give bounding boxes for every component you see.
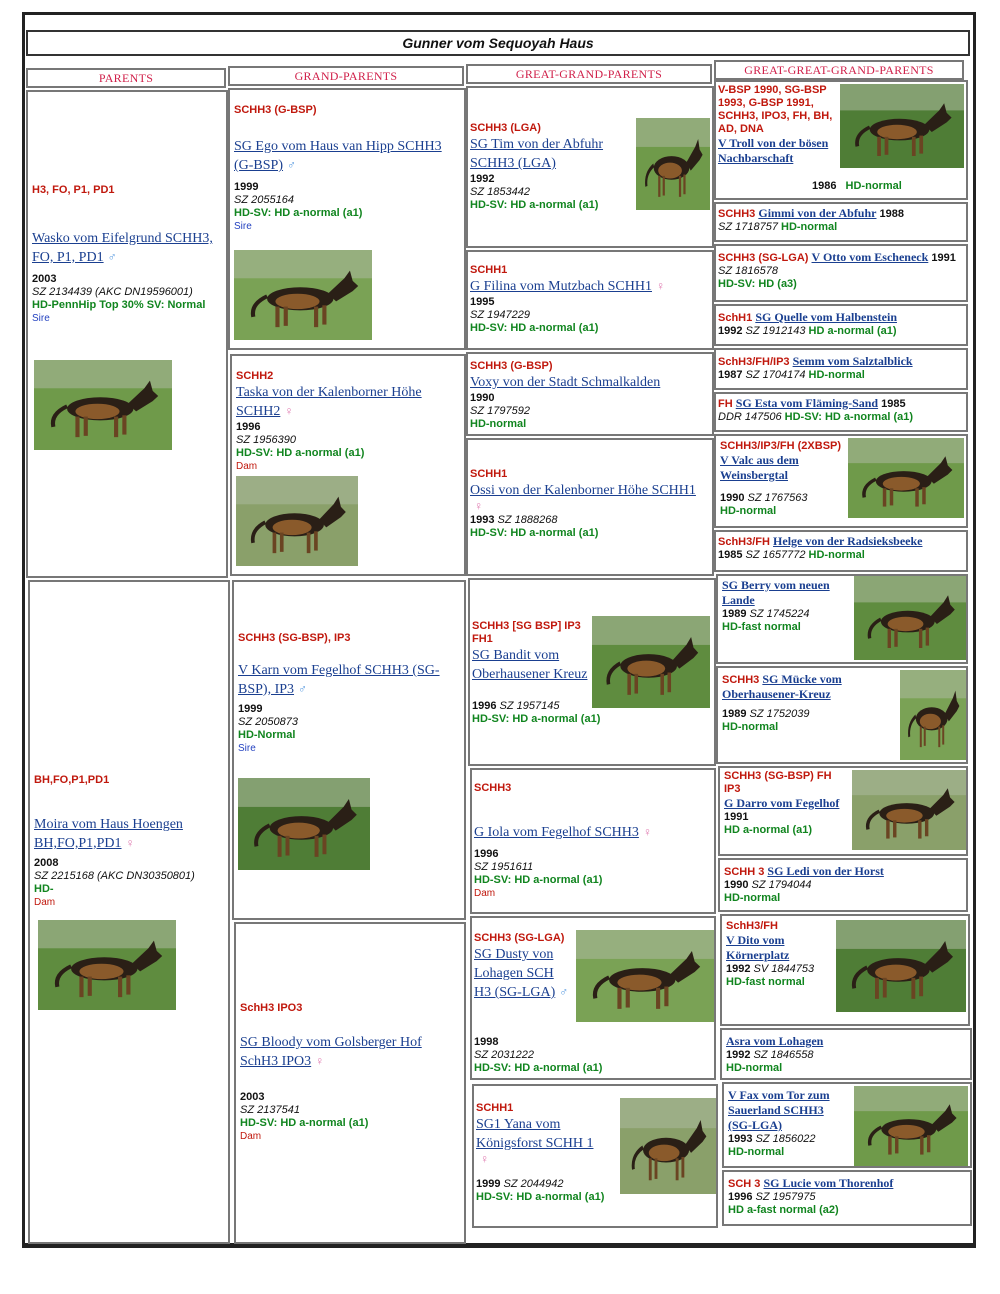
gggp-health: HD-normal xyxy=(808,369,865,381)
gggp-card xyxy=(718,858,968,912)
ggp-name[interactable]: SG1 Yana vom Königsforst SCHH 1 xyxy=(476,1117,594,1151)
grandparent-titles: SCHH3 (SG-BSP), IP3 xyxy=(238,632,351,644)
gggp-name[interactable]: SG Esta vom Fläming-Sand xyxy=(735,396,879,410)
ggp-reg: SZ 1797592 xyxy=(470,405,530,417)
ggp-year: 1992 xyxy=(470,173,495,185)
gggp-health: HD-normal xyxy=(722,721,779,733)
dog-photo xyxy=(840,84,964,168)
gggp-card xyxy=(716,574,968,664)
ggp-titles: SCHH3 (LGA) xyxy=(470,122,541,134)
female-symbol-icon: ♀ xyxy=(315,1054,325,1068)
ggp-reg: SZ 2031222 xyxy=(474,1049,534,1061)
gggp-health: HD a-normal (a1) xyxy=(808,325,897,337)
male-symbol-icon: ♂ xyxy=(287,158,297,172)
gggp-health: HD-normal xyxy=(728,1146,785,1158)
male-symbol-icon: ♂ xyxy=(559,985,569,999)
ggp-year: 1990 xyxy=(470,392,495,404)
male-symbol-icon: ♂ xyxy=(298,682,308,696)
grandparent-role: Sire xyxy=(234,221,252,232)
ggp-health: HD-SV: HD a-normal (a1) xyxy=(470,527,599,539)
gggp-card xyxy=(714,304,968,346)
gggp-name[interactable]: V Otto vom Escheneck xyxy=(811,250,929,264)
gggp-health: HD a-normal (a1) xyxy=(724,824,813,836)
ggp-reg: SZ 1888268 xyxy=(497,514,558,526)
female-symbol-icon: ♀ xyxy=(474,499,483,513)
gggp-year: 1985 xyxy=(718,549,743,561)
gggp-name[interactable]: SG Lucie vom Thorenhof xyxy=(763,1176,894,1190)
gggp-year: 1989 xyxy=(722,708,747,720)
gggp-year: 1992 xyxy=(726,963,751,975)
dog-photo xyxy=(576,930,714,1022)
grandparent-card xyxy=(232,580,466,920)
gggp-card xyxy=(722,1170,972,1226)
dog-photo xyxy=(636,118,710,210)
dog-photo xyxy=(236,476,358,566)
gggp-card xyxy=(720,914,970,1026)
gggp-year: 1988 xyxy=(879,208,905,220)
parent-sire-health: HD-PennHip Top 30% SV: Normal xyxy=(32,299,206,311)
dog-photo xyxy=(848,438,964,518)
gggp-name[interactable]: SG Ledi von der Horst xyxy=(767,864,884,878)
gggp-titles: SCH 3 xyxy=(728,1178,761,1190)
ggp-health: HD-SV: HD a-normal (a1) xyxy=(470,199,599,211)
great-grandparent-card xyxy=(466,250,714,350)
gggp-year: 1993 xyxy=(728,1133,753,1145)
gggp-reg: SZ 1794044 xyxy=(751,879,812,891)
ggp-name[interactable]: SG Tim von der Abfuhr SCHH3 (LGA) xyxy=(470,137,604,171)
parent-sire-card xyxy=(26,90,228,578)
ggp-titles: SCHH3 (SG-LGA) xyxy=(474,932,565,944)
header-great-grand-parents: GREAT-GRAND-PARENTS xyxy=(466,64,712,84)
great-grandparent-card xyxy=(466,86,714,248)
gggp-titles: SCHH3 xyxy=(718,208,756,220)
ggp-name[interactable]: Voxy von der Stadt Schmalkalden xyxy=(470,375,661,390)
grandparent-reg: SZ 1956390 xyxy=(236,434,296,446)
ggp-titles: SCHH1 xyxy=(476,1102,514,1114)
grandparent-card xyxy=(234,922,466,1244)
gggp-card xyxy=(722,1082,972,1168)
grandparent-card xyxy=(228,88,466,350)
ggp-health: HD-SV: HD a-normal (a1) xyxy=(474,874,603,886)
gggp-reg: SZ 1957975 xyxy=(755,1191,816,1203)
great-grandparent-card xyxy=(470,768,716,914)
ggp-titles: SCHH1 xyxy=(470,468,508,480)
ggp-health: HD-SV: HD a-normal (a1) xyxy=(470,322,599,334)
parent-sire-titles: H3, FO, P1, PD1 xyxy=(32,184,115,196)
gggp-reg: SZ 1912143 xyxy=(745,325,806,337)
grandparent-card xyxy=(230,354,466,576)
header-great-great-grand-parents: GREAT-GREAT-GRAND-PARENTS xyxy=(714,60,964,80)
parent-dam-name[interactable]: Moira vom Haus Hoengen BH,FO,P1,PD1 xyxy=(34,817,183,851)
gggp-year: 1989 xyxy=(722,608,747,620)
gggp-reg: DDR 147506 xyxy=(718,411,782,423)
grandparent-name[interactable]: SG Bloody vom Golsberger Hof SchH3 IPO3 xyxy=(240,1035,422,1069)
gggp-year: 1986 xyxy=(812,180,837,192)
gggp-titles: SCHH 3 xyxy=(724,866,765,878)
grandparent-role: Dam xyxy=(240,1131,262,1142)
gggp-titles: SCHH3/IP3/FH (2XBSP) xyxy=(720,440,842,452)
gggp-year: 1990 xyxy=(724,879,749,891)
gggp-year: 1987 xyxy=(718,369,743,381)
male-symbol-icon: ♂ xyxy=(107,250,117,264)
gggp-name[interactable]: V Valc aus dem Weinsbergtal xyxy=(720,453,799,482)
grandparent-role: Dam xyxy=(236,461,258,472)
grandparent-health: HD-SV: HD a-normal (a1) xyxy=(240,1117,369,1129)
ggp-year: 1999 xyxy=(476,1178,501,1190)
gggp-titles: SchH3/FH/IP3 xyxy=(718,356,790,368)
gggp-reg: SZ 1856022 xyxy=(755,1133,816,1145)
ggp-health: HD-SV: HD a-normal (a1) xyxy=(474,1062,603,1074)
gggp-name[interactable]: Helge von der Radsieksbeeke xyxy=(773,534,923,548)
ggp-reg: SZ 1853442 xyxy=(470,186,530,198)
gggp-year: 1992 xyxy=(718,325,743,337)
grandparent-titles: SCHH2 xyxy=(236,370,274,382)
parent-sire-reg: SZ 2134439 (AKC DN19596001) xyxy=(32,286,193,298)
female-symbol-icon: ♀ xyxy=(642,825,652,839)
gggp-health: HD-fast normal xyxy=(726,976,805,988)
gggp-card xyxy=(714,202,968,242)
gggp-health: HD-normal xyxy=(726,1062,783,1074)
grandparent-health: HD-SV: HD a-normal (a1) xyxy=(236,447,365,459)
ggp-name[interactable]: SG Dusty von Lohagen SCH H3 (SG-LGA) xyxy=(474,947,556,1000)
grandparent-year: 2003 xyxy=(240,1091,265,1103)
parent-dam-reg: SZ 2215168 (AKC DN30350801) xyxy=(34,870,195,882)
gggp-titles: SchH3/FH xyxy=(726,920,778,932)
gggp-reg: SV 1844753 xyxy=(753,963,815,975)
gggp-name[interactable]: G Darro vom Fegelhof xyxy=(724,796,840,810)
ggp-titles: SCHH3 xyxy=(474,782,512,794)
grandparent-year: 1999 xyxy=(234,181,259,193)
gggp-name[interactable]: SG Berry vom neuen Lande xyxy=(722,578,830,607)
gggp-health: HD-normal xyxy=(720,505,777,517)
dog-photo xyxy=(836,920,966,1012)
parent-sire-role: Sire xyxy=(32,313,50,324)
bottom-rule xyxy=(22,1246,976,1248)
gggp-reg: SZ 1767563 xyxy=(747,492,808,504)
female-symbol-icon: ♀ xyxy=(656,279,665,293)
ggp-name[interactable]: G Filina vom Mutzbach SCHH1 xyxy=(470,279,652,294)
grandparent-reg: SZ 2055164 xyxy=(234,194,294,206)
dog-photo xyxy=(852,770,966,850)
ggp-reg: SZ 1957145 xyxy=(499,700,560,712)
gggp-year: 1992 xyxy=(726,1049,751,1061)
dog-photo xyxy=(592,616,710,708)
page-title: Gunner vom Sequoyah Haus xyxy=(26,30,970,56)
gggp-titles: SchH3/FH xyxy=(718,536,770,548)
grandparent-health: HD-Normal xyxy=(238,729,296,741)
gggp-health: HD-fast normal xyxy=(722,621,801,633)
gggp-year: 1991 xyxy=(724,811,749,823)
gggp-reg: SZ 1745224 xyxy=(749,608,810,620)
gggp-health: HD a-fast normal (a2) xyxy=(728,1204,839,1216)
gggp-card xyxy=(714,434,968,528)
ggp-year: 1995 xyxy=(470,296,495,308)
great-grandparent-card xyxy=(466,438,714,576)
grandparent-name[interactable]: Taska von der Kalenborner Höhe SCHH2 xyxy=(236,385,422,419)
gggp-health: HD-normal xyxy=(781,221,838,233)
gggp-titles: FH xyxy=(718,398,733,410)
gggp-titles: SCHH3 (SG-LGA) xyxy=(718,252,809,264)
gggp-card xyxy=(714,348,968,390)
ggp-titles: SCHH3 [SG BSP] IP3 FH1 xyxy=(472,620,581,645)
gggp-card xyxy=(716,666,968,764)
gggp-card xyxy=(714,80,968,200)
gggp-health: HD-SV: HD a-normal (a1) xyxy=(784,411,914,423)
ggp-name[interactable]: G Iola vom Fegelhof SCHH3 xyxy=(474,825,639,840)
gggp-reg: SZ 1752039 xyxy=(749,708,810,720)
parent-sire-year: 2003 xyxy=(32,273,57,285)
gggp-reg: SZ 1718757 xyxy=(718,221,778,233)
ggp-titles: SCHH3 (G-BSP) xyxy=(470,360,553,372)
gggp-name[interactable]: Semm vom Salztalblick xyxy=(792,354,913,368)
gggp-name[interactable]: Gimmi von der Abfuhr xyxy=(758,206,877,220)
gggp-name[interactable]: Asra vom Lohagen xyxy=(726,1034,824,1048)
gggp-health: HD-normal xyxy=(845,180,902,192)
grandparent-year: 1999 xyxy=(238,703,263,715)
female-symbol-icon: ♀ xyxy=(480,1152,489,1166)
ggp-health: HD-SV: HD a-normal (a1) xyxy=(476,1191,605,1203)
gggp-card xyxy=(714,244,968,302)
dog-photo xyxy=(854,1086,968,1166)
gggp-health: HD-SV: HD (a3) xyxy=(718,278,797,290)
gggp-name[interactable]: SG Quelle vom Halbenstein xyxy=(755,310,897,324)
grandparent-reg: SZ 2050873 xyxy=(238,716,298,728)
dog-photo xyxy=(900,670,966,760)
dog-photo xyxy=(620,1098,716,1194)
gggp-health: HD-normal xyxy=(724,892,781,904)
grandparent-name[interactable]: SG Ego vom Haus van Hipp SCHH3 (G-BSP) xyxy=(234,139,442,173)
gggp-reg: SZ 1846558 xyxy=(753,1049,814,1061)
dog-photo xyxy=(238,778,370,870)
ggp-reg: SZ 1951611 xyxy=(474,861,534,873)
gggp-reg: SZ 1704174 xyxy=(745,369,806,381)
ggp-year: 1993 xyxy=(470,514,495,526)
parent-dam-titles: BH,FO,P1,PD1 xyxy=(34,774,110,786)
grandparent-titles: SchH3 IPO3 xyxy=(240,1002,303,1014)
gggp-year: 1990 xyxy=(720,492,745,504)
gggp-year: 1991 xyxy=(931,252,956,264)
parent-sire-name[interactable]: Wasko vom Eifelgrund SCHH3, FO, P1, PD1 xyxy=(32,231,213,265)
dog-photo xyxy=(854,576,966,660)
dog-photo xyxy=(234,250,372,340)
ggp-health: HD-SV: HD a-normal (a1) xyxy=(472,713,601,725)
gggp-name[interactable]: V Fax vom Tor zum Sauerland SCHH3 (SG-LGA) xyxy=(728,1088,830,1132)
gggp-titles: SchH1 xyxy=(718,312,753,324)
ggp-year: 1998 xyxy=(474,1036,499,1048)
ggp-year: 1996 xyxy=(472,700,497,712)
ggp-reg: SZ 2044942 xyxy=(503,1178,564,1190)
gggp-name[interactable]: SG Mücke vom Oberhausener-Kreuz xyxy=(722,672,842,701)
parent-dam-health: HD- xyxy=(34,883,54,895)
great-grandparent-card xyxy=(468,578,716,766)
gggp-card xyxy=(720,1028,972,1080)
ggp-name[interactable]: Ossi von der Kalenborner Höhe SCHH1 xyxy=(470,483,696,498)
gggp-name[interactable]: V Dito vom Körnerplatz xyxy=(726,933,790,962)
female-symbol-icon: ♀ xyxy=(284,404,294,418)
ggp-year: 1996 xyxy=(474,848,499,860)
grandparent-year: 1996 xyxy=(236,421,261,433)
parent-dam-card xyxy=(28,580,230,1244)
great-grandparent-card xyxy=(472,1084,718,1228)
grandparent-health: HD-SV: HD a-normal (a1) xyxy=(234,207,363,219)
gggp-titles: V-BSP 1990, SG-BSP 1993, G-BSP 1991, SCHH3, IPO3, FH, BH, AD, DNA xyxy=(718,84,833,135)
gggp-card xyxy=(714,530,968,572)
gggp-health: HD-normal xyxy=(808,549,865,561)
dog-photo xyxy=(34,360,172,450)
header-parents: PARENTS xyxy=(26,68,226,88)
header-grand-parents: GRAND-PARENTS xyxy=(228,66,464,86)
ggp-health: HD-normal xyxy=(470,418,527,430)
ggp-titles: SCHH1 xyxy=(470,264,508,276)
gggp-reg: SZ 1816578 xyxy=(718,265,778,277)
great-grandparent-card xyxy=(470,916,716,1080)
gggp-card xyxy=(714,392,968,432)
great-grandparent-card xyxy=(466,352,714,436)
gggp-year: 1985 xyxy=(881,398,906,410)
parent-dam-role: Dam xyxy=(34,897,56,908)
parent-dam-year: 2008 xyxy=(34,857,59,869)
gggp-card xyxy=(718,766,968,856)
grandparent-name[interactable]: V Karn vom Fegelhof SCHH3 (SG-BSP), IP3 xyxy=(238,663,440,697)
gggp-name[interactable]: V Troll von der bösen Nachbarschaft xyxy=(718,136,829,165)
ggp-role: Dam xyxy=(474,888,496,899)
ggp-name[interactable]: SG Bandit vom Oberhausener Kreuz xyxy=(472,648,588,682)
grandparent-role: Sire xyxy=(238,743,256,754)
ggp-reg: SZ 1947229 xyxy=(470,309,530,321)
female-symbol-icon: ♀ xyxy=(125,836,135,850)
gggp-titles: SCHH3 xyxy=(722,674,760,686)
gggp-reg: SZ 1657772 xyxy=(745,549,806,561)
gggp-year: 1996 xyxy=(728,1191,753,1203)
dog-photo xyxy=(38,920,176,1010)
grandparent-reg: SZ 2137541 xyxy=(240,1104,300,1116)
gggp-titles: SCHH3 (SG-BSP) FH IP3 xyxy=(724,770,832,795)
grandparent-titles: SCHH3 (G-BSP) xyxy=(234,104,317,116)
